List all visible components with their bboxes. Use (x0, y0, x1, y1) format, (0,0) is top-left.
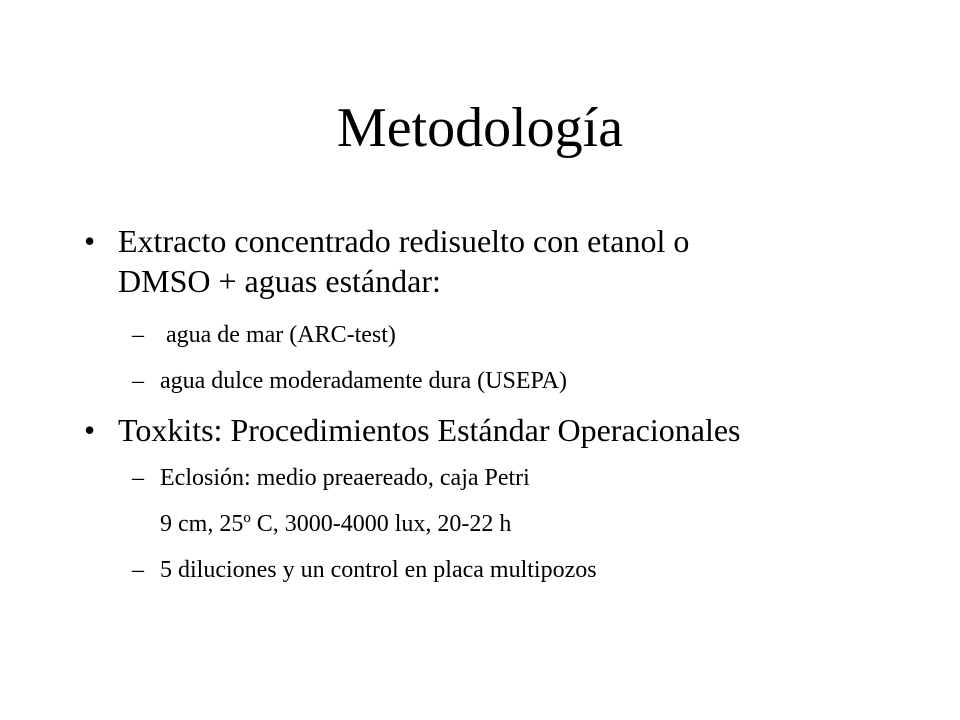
slide-title: Metodología (336, 97, 624, 159)
subitem-1-1-dash: – (132, 322, 144, 348)
bullet-2: • (84, 412, 96, 448)
subitem-2-1: Eclosión: medio preaereado, caja Petri (160, 465, 530, 491)
subitem-1-1: agua de mar (ARC-test) (160, 322, 396, 348)
bullet-1-line-2: DMSO + aguas estándar: (118, 263, 441, 299)
bullet-1-line-1: Extracto concentrado redisuelto con etanol o (118, 223, 690, 259)
bullet-2-line-1: Toxkits: Procedimientos Estándar Operacionales (118, 412, 741, 448)
subitem-1-2: agua dulce moderadamente dura (USEPA) (160, 368, 567, 394)
bullet-1: • (84, 223, 96, 259)
subitem-2-1-dash: – (132, 465, 144, 491)
subitem-2-2: 5 diluciones y un control en placa multipozos (160, 557, 597, 583)
subitem-2-1-continuation: 9 cm, 25º C, 3000-4000 lux, 20-22 h (160, 511, 512, 537)
subitem-2-2-dash: – (132, 557, 144, 583)
subitem-1-2-dash: – (132, 368, 144, 394)
